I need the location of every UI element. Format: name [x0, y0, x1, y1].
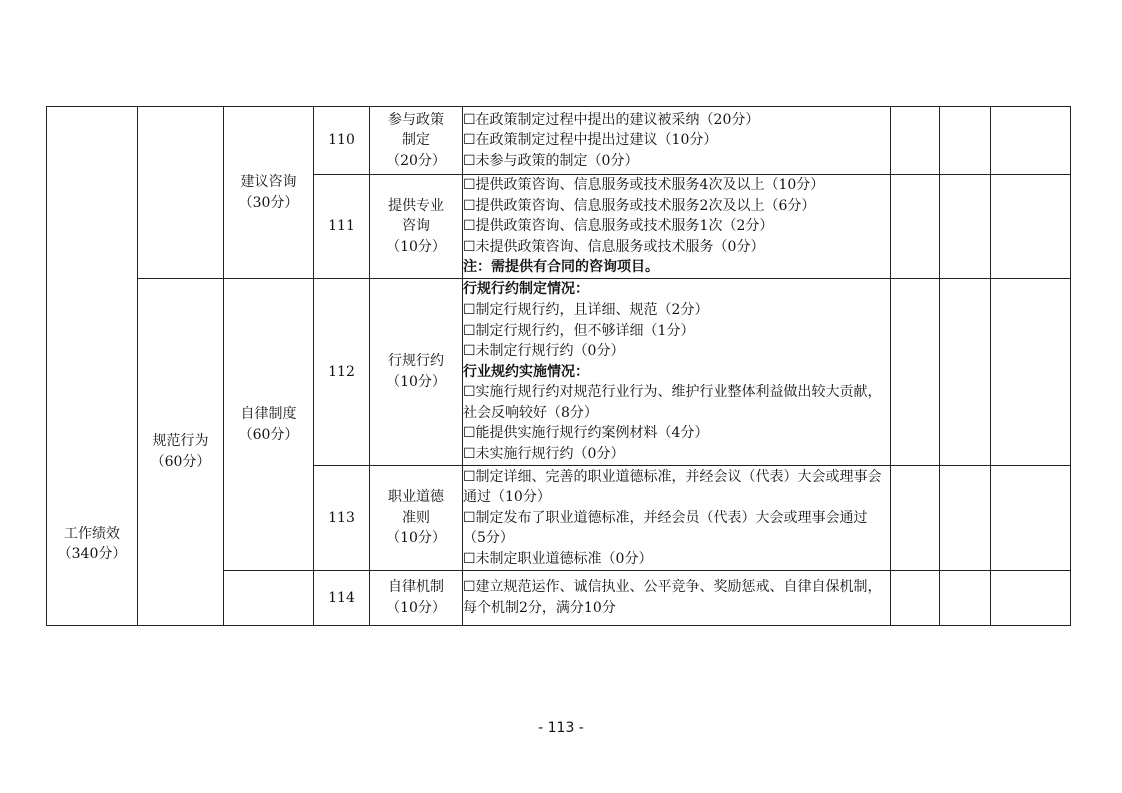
item-score: （10分） [386, 374, 446, 390]
criteria-line: ☐提供政策咨询、信息服务或技术服务1次（2分） [463, 218, 774, 235]
blank-cell [940, 107, 991, 175]
blank-cell [891, 107, 940, 175]
item-number: 114 [314, 571, 370, 626]
blank-cell [940, 466, 991, 571]
item-name-line: 自律机制 [388, 579, 444, 596]
subcat-advice-cell [224, 107, 314, 279]
item-score: （10分） [386, 530, 446, 547]
blank-cell [940, 571, 991, 626]
evaluation-table [46, 106, 1071, 626]
blank-cell [991, 175, 1071, 279]
subcat-score: （30分） [238, 194, 299, 211]
subcat-name: 建议咨询 [240, 173, 297, 190]
item-score: （10分） [386, 238, 446, 255]
item-number: 111 [314, 175, 370, 279]
item-score: （10分） [386, 600, 446, 616]
criteria-heading: 行规行约制定情况： [463, 281, 589, 298]
level1-score: （340分） [57, 546, 127, 563]
criteria-line: ☐提供政策咨询、信息服务或技术服务4次及以上（10分） [463, 177, 825, 194]
criteria-line: ☐提供政策咨询、信息服务或技术服务2次及以上（6分） [463, 197, 816, 214]
blank-cell [891, 571, 940, 626]
subcat-selfdiscipline-cell [224, 279, 314, 571]
blank-cell [991, 571, 1071, 626]
criteria-cell [463, 175, 891, 279]
blank-cell [891, 466, 940, 571]
criteria-cell [463, 279, 891, 466]
page-number: - 113 - [538, 720, 584, 736]
subcat-name: 自律制度 [240, 405, 297, 422]
item-name-line: 参与政策 [388, 111, 444, 128]
criteria-cell [463, 466, 891, 571]
item-name-line: 准则 [402, 509, 430, 526]
criteria-cell [463, 571, 891, 626]
subcat-score: （60分） [238, 426, 299, 443]
criteria-line: ☐实施行规行约对规范行业行为、维护行业整体利益做出较大贡献，社会反响较好（8分） [463, 384, 882, 421]
blank-cell [891, 175, 940, 279]
criteria-heading: 行业规约实施情况： [463, 363, 589, 380]
criteria-line: ☐制定行规行约，但不够详细（1分） [463, 322, 695, 339]
criteria-line: ☐未制定职业道德标准（0分） [463, 550, 653, 567]
criteria-line: ☐能提供实施行规行约案例材料（4分） [463, 425, 709, 442]
item-number: 113 [314, 466, 370, 571]
item-name-line: 行规行约 [388, 353, 444, 370]
group-name: 规范行为 [152, 433, 209, 450]
item-name-cell [370, 571, 463, 626]
item-number: 110 [314, 107, 370, 175]
criteria-cell [463, 107, 891, 175]
blank-cell [991, 466, 1071, 571]
item-name-cell [370, 466, 463, 571]
table-row [47, 107, 1071, 175]
blank-cell [991, 107, 1071, 175]
item-name-cell [370, 175, 463, 279]
item-name-cell [370, 279, 463, 466]
level1-name: 工作绩效 [64, 525, 120, 542]
level1-cell [47, 107, 138, 626]
criteria-line: ☐制定发布了职业道德标准，并经会员（代表）大会或理事会通过（5分） [463, 509, 868, 547]
item-name-line: 制定 [402, 132, 430, 149]
level2-empty-cell [138, 107, 224, 279]
criteria-line: ☐在政策制定过程中提出的建议被采纳（20分） [463, 111, 760, 128]
criteria-line: ☐建立规范运作、诚信执业、公平竞争、奖励惩戒、自律自保机制，每个机制2分，满分10分 [463, 579, 882, 616]
item-score: （20分） [386, 152, 446, 169]
item-number: 112 [314, 279, 370, 466]
blank-cell [940, 175, 991, 279]
item-name-line: 咨询 [402, 218, 430, 235]
group-regulate-cell [138, 279, 224, 626]
criteria-line: ☐在政策制定过程中提出过建议（10分） [463, 132, 718, 149]
criteria-line: ☐未提供政策咨询、信息服务或技术服务（0分） [463, 238, 765, 255]
table-row [47, 279, 1071, 466]
item-name-line: 职业道德 [388, 489, 444, 506]
item-name-line: 提供专业 [388, 197, 444, 214]
criteria-note: 注：需提供有合同的咨询项目。 [463, 259, 659, 276]
criteria-line: ☐未实施行规行约（0分） [463, 446, 625, 463]
criteria-line: ☐未制定行规行约（0分） [463, 343, 625, 360]
criteria-line: ☐未参与政策的制定（0分） [463, 152, 639, 169]
blank-cell [891, 279, 940, 466]
blank-cell [940, 279, 991, 466]
criteria-line: ☐制定行规行约，且详细、规范（2分） [463, 301, 709, 318]
subcat-empty-cell [224, 571, 314, 626]
item-name-cell [370, 107, 463, 175]
blank-cell [991, 279, 1071, 466]
group-score: （60分） [150, 454, 211, 470]
criteria-line: ☐制定详细、完善的职业道德标准，并经会议（代表）大会或理事会通过（10分） [463, 468, 882, 506]
